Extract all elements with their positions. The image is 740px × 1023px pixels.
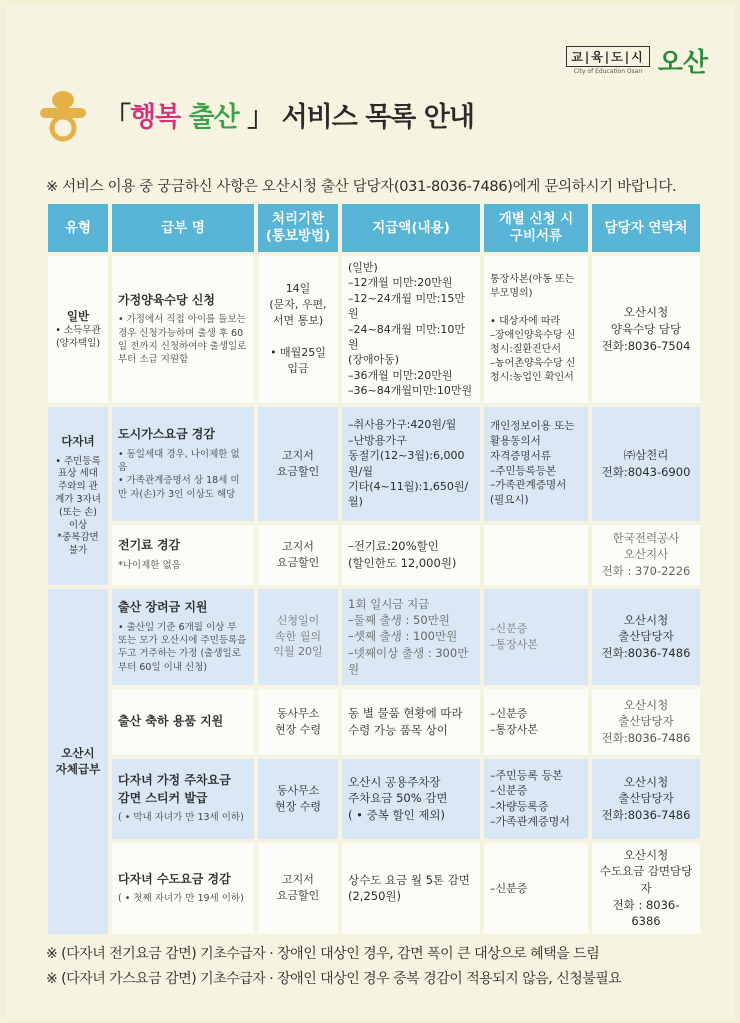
benefit-cell bbox=[110, 254, 256, 405]
osan-logo: 오산 bbox=[657, 48, 708, 78]
header-type: 유형 bbox=[46, 202, 110, 254]
contact-cell: 오산시청 출산담당자 전화:8036-7486 bbox=[590, 757, 702, 841]
contact-cell: 오산시청 수도요금 감면담당자 전화 : 8036-6386 bbox=[590, 841, 702, 936]
service-table bbox=[46, 202, 702, 936]
slogan-box: 교|육|도|시 bbox=[566, 46, 650, 67]
category-name: 일반 bbox=[66, 309, 90, 324]
benefit-cell bbox=[110, 523, 256, 587]
amount-cell: (일반) –12개월 미만:20만원 –12~24개월 미만:15만원 –24~84개월 미만:10만원 (장애아동) –36개월 미만:20만원 –36~84개월미만:10만원 bbox=[340, 254, 482, 405]
period-cell: 14일 (문자, 우편, 서면 통보) • 매월25일 입금 bbox=[256, 254, 340, 405]
period-cell: 동사무소 현장 수령 bbox=[256, 757, 340, 841]
amount-cell: –취사용가구:420원/월 –난방용가구 동절기(12~3월):6,000원/월 기타(4~11월):1,650원/월) bbox=[340, 405, 482, 523]
contact-cell: ㈜삼천리 전화:8043-6900 bbox=[590, 405, 702, 523]
period-cell: 신청일이 속한 월의 익월 20일 bbox=[256, 587, 340, 687]
contact-cell: 오산시청 양육수당 담당 전화:8036-7504 bbox=[590, 254, 702, 405]
benefit-detail: • 동일세대 경우, 나이제한 없음 • 가족관계증명서 상 18세 미만 자(손)가 3인 이상도 해당 bbox=[118, 448, 240, 500]
contact-cell: 오산시청 출산담당자 전화:8036-7486 bbox=[590, 687, 702, 757]
table-row bbox=[46, 523, 702, 587]
amount-cell: 오산시 공용주차장 주차요금 50% 감면 ( • 중복 할인 제외) bbox=[340, 757, 482, 841]
category-name: 오산시 자체급부 bbox=[55, 745, 101, 777]
benefit-detail: ( • 첫째 자녀가 만 19세 이하) bbox=[118, 893, 244, 905]
benefit-detail: • 가정에서 직접 아이를 돌보는 경우 신청가능하며 출생 후 60일 전까지 신청하여야 출생일로부터 소급 지원함 bbox=[118, 314, 247, 366]
pacifier-icon bbox=[36, 86, 90, 142]
benefit-name: 출산 장려금 지원 bbox=[118, 600, 208, 615]
brochure-page bbox=[6, 4, 734, 1019]
table-row bbox=[46, 587, 702, 687]
table-row bbox=[46, 687, 702, 757]
slogan-subtitle: City of Education Osan bbox=[573, 68, 643, 75]
header-docs: 개별 신청 시 구비서류 bbox=[482, 202, 590, 254]
amount-cell: 1회 일시금 지급 –둘째 출생 : 50만원 –셋째 출생 : 100만원 –넷째이상 출생 : 300만원 bbox=[340, 587, 482, 687]
page-title bbox=[36, 86, 474, 142]
footnote-electric: ※ (다자녀 전기요금 감면) 기초수급자 · 장애인 대상인 경우, 감면 폭이 큰 대상으로 혜택을 드림 bbox=[46, 946, 600, 962]
period-cell: 고지서 요금할인 bbox=[256, 405, 340, 523]
title-bracket-close: 」 bbox=[247, 101, 274, 133]
period-cell: 고지서 요금할인 bbox=[256, 841, 340, 936]
benefit-cell bbox=[110, 757, 256, 841]
contact-cell: 한국전력공사 오산지사 전화 : 370-2226 bbox=[590, 523, 702, 587]
table-header-row bbox=[46, 202, 702, 254]
brand-header bbox=[566, 42, 708, 79]
contact-cell: 오산시청 출산담당자 전화:8036-7486 bbox=[590, 587, 702, 687]
table-row bbox=[46, 405, 702, 523]
benefit-cell bbox=[110, 841, 256, 936]
benefit-name: 도시가스요금 경감 bbox=[118, 427, 215, 442]
title-word-birth: 출산 bbox=[188, 101, 239, 133]
benefit-name: 전기료 경감 bbox=[118, 538, 181, 553]
amount-cell: 상수도 요금 월 5톤 감면 (2,250원) bbox=[340, 841, 482, 936]
category-general bbox=[46, 254, 110, 405]
docs-cell: 개인정보이용 또는 활용동의서 자격증명서류 –주민등록등본 –가족관계증명서 (필요시) bbox=[482, 405, 590, 523]
amount-cell: 동 별 물품 현황에 따라 수령 가능 품목 상이 bbox=[340, 687, 482, 757]
benefit-cell bbox=[110, 587, 256, 687]
footnote-gas: ※ (다자녀 가스요금 감면) 기초수급자 · 장애인 대상인 경우 중복 경감이 적용되지 않음, 신청불필요 bbox=[46, 971, 622, 988]
title-bracket-open: 「 bbox=[104, 101, 130, 133]
table-row bbox=[46, 757, 702, 841]
benefit-cell bbox=[110, 687, 256, 757]
docs-cell: –주민등록 등본 –신분증 –차량등록증 –가족관계증명서 bbox=[482, 757, 590, 841]
header-period: 처리기한 (통보방법) bbox=[256, 202, 340, 254]
category-osan-own bbox=[46, 587, 110, 936]
contact-notice: ※ 서비스 이용 중 궁금하신 사항은 오산시청 출산 담당자(031-8036-7486)에게 문의하시기 바랍니다. bbox=[46, 179, 677, 195]
category-name: 다자녀 bbox=[61, 433, 95, 448]
docs-cell: –신분증 –통장사본 bbox=[482, 587, 590, 687]
benefit-detail: • 출산일 기준 6개월 이상 부 또는 모가 오산시에 주민등록을 두고 거주하는 가정 (출생일로부터 60일 이내 신청) bbox=[118, 621, 247, 673]
benefit-name: 출산 축하 용품 지원 bbox=[118, 713, 224, 728]
table-row bbox=[46, 841, 702, 936]
header-amount: 지급액(내용) bbox=[340, 202, 482, 254]
benefit-detail: ( • 막내 자녀가 만 13세 이하) bbox=[118, 812, 244, 824]
docs-cell: –신분증 –통장사본 bbox=[482, 687, 590, 757]
benefit-name: 다자녀 수도요금 경감 bbox=[118, 871, 231, 886]
header-benefit: 급부 명 bbox=[110, 202, 256, 254]
category-multi-child bbox=[46, 405, 110, 587]
table-row bbox=[46, 254, 702, 405]
title-rest: 서비스 목록 안내 bbox=[281, 101, 474, 133]
benefit-name: 다자녀 가정 주차요금 감면 스티커 발급 bbox=[118, 773, 231, 805]
header-contact: 담당자 연락처 bbox=[590, 202, 702, 254]
slogan-block bbox=[566, 46, 650, 75]
benefit-name: 가정양육수당 신청 bbox=[118, 292, 215, 307]
amount-cell: –전기료:20%할인 (할인한도 12,000원) bbox=[340, 523, 482, 587]
docs-cell: 통장사본(아동 또는 부모명의) • 대상자에 따라 –장애인양육수당 신청시:질환진단서 –농어촌양육수당 신청시:농업인 확인서 bbox=[482, 254, 590, 405]
footnotes bbox=[46, 942, 621, 992]
benefit-cell bbox=[110, 405, 256, 523]
category-note: • 주민등록 표상 세대 주와의 관계가 3자녀 (또는 손) 이상 *중복감면 불가 bbox=[55, 455, 101, 557]
period-cell: 고지서 요금할인 bbox=[256, 523, 340, 587]
docs-cell bbox=[482, 523, 590, 587]
benefit-detail: *나이제한 없음 bbox=[118, 559, 181, 571]
period-cell: 동사무소 현장 수령 bbox=[256, 687, 340, 757]
title-word-happy: 행복 bbox=[130, 101, 181, 133]
docs-cell: –신분증 bbox=[482, 841, 590, 936]
category-note: • 소득무관 (양자택일) bbox=[55, 324, 101, 349]
